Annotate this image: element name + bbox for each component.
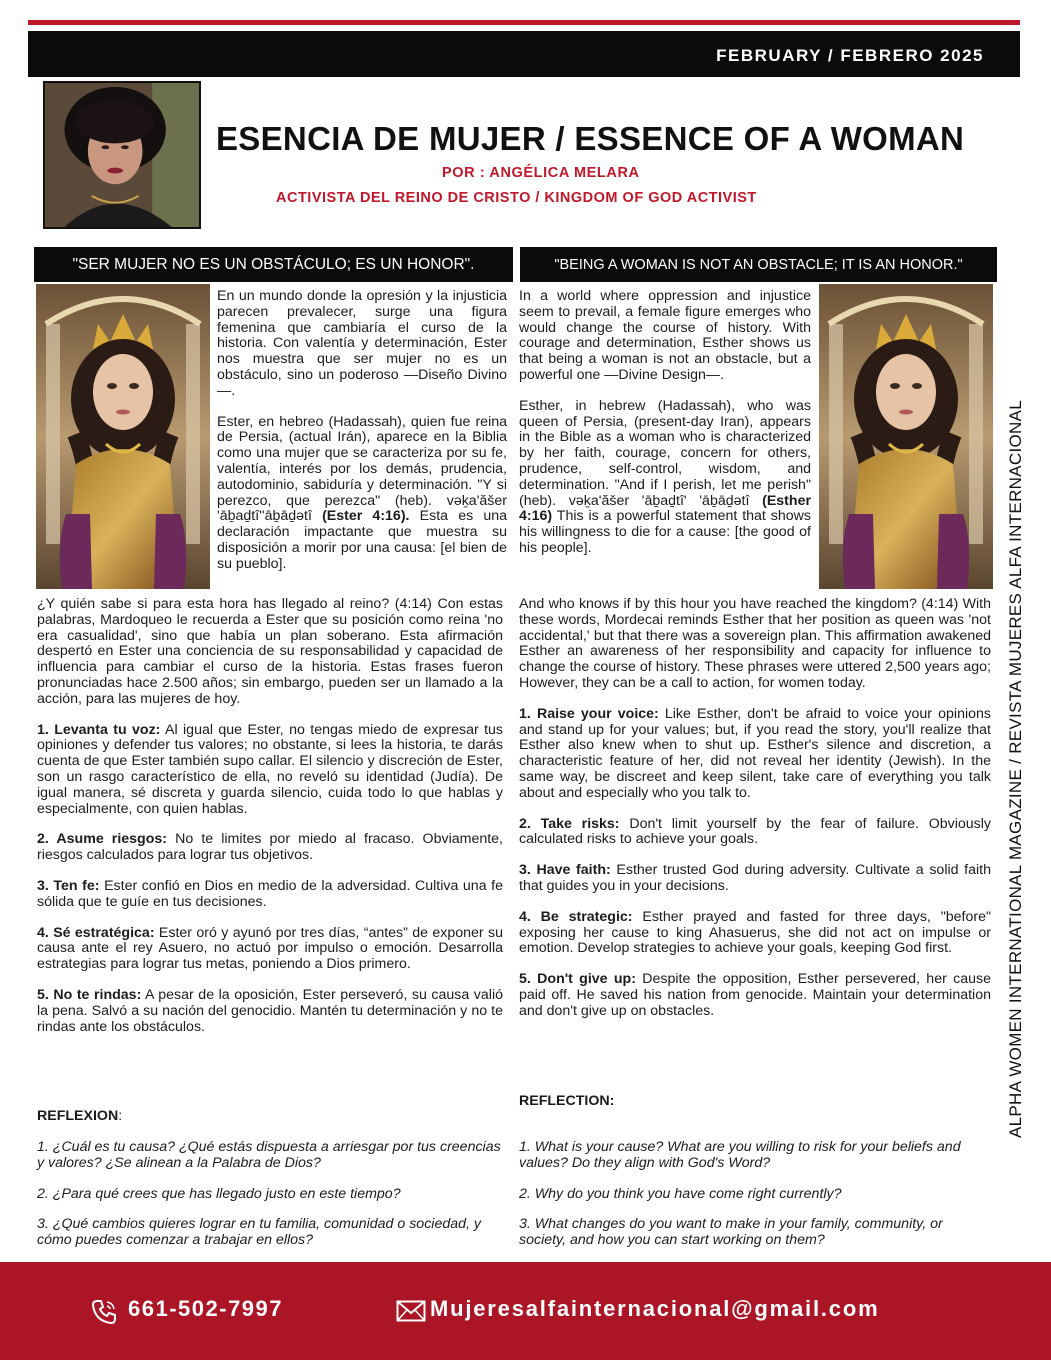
english-point-4	[519, 910, 991, 957]
english-point-4-label: 4. Be strategic:	[519, 908, 633, 925]
spanish-point-4	[37, 926, 503, 973]
queen-esther-illustration-left	[36, 284, 210, 589]
spanish-point-2-text: No te limites por miedo al fracaso. Obviamente, riesgos calculados para lograr tus objetivos.	[37, 831, 503, 864]
english-point-4-text: Esther prayed and fasted for three days, "before" exposing her cause to king Ahasuerus, she did not act on impulse or emotion. Develop strategies to achieve your goals, keeping God first.	[519, 908, 992, 957]
english-point-2-text: Don't limit yourself by the fear of failure. Obviously calculated risks to achieve your goals.	[519, 815, 991, 848]
english-paragraph-3	[519, 597, 991, 692]
english-intro-2-text-end: This is a powerful statement that shows his willingness to die for a cause: [the good of his people].	[519, 508, 811, 556]
envelope-icon	[396, 1300, 426, 1322]
spanish-intro-paragraph-2	[217, 415, 507, 573]
spanish-body	[37, 597, 503, 1050]
spanish-point-3-label: 3. Ten fe:	[37, 877, 100, 894]
spanish-point-3	[37, 879, 503, 911]
english-point-3-text: Esther trusted God during adversity. Cultivate a solid faith that guides you in your decisions.	[519, 862, 991, 894]
english-body	[519, 597, 991, 1035]
author-photo	[43, 81, 201, 229]
author-byline: POR : ANGÉLICA MELARA	[442, 165, 640, 181]
phone-icon	[90, 1298, 118, 1326]
english-point-1	[519, 707, 991, 802]
spanish-point-5-label: 5. No te rindas:	[37, 986, 142, 1003]
spanish-point-2-label: 2. Asume riesgos:	[37, 831, 167, 848]
article-title: ESENCIA DE MUJER / ESSENCE OF A WOMAN	[216, 120, 965, 157]
spanish-reflection-question-2: 2. ¿Para qué crees que has llegado justo en este tiempo?	[37, 1185, 401, 1202]
spanish-point-4-label: 4. Sé estratégica:	[37, 924, 155, 941]
spanish-paragraph-3-text: Con estas palabras, Mardoqueo le recuerda a Ester que su posición como reina 'no era casualidad', sino que había un plan soberano. Esta afirmación despertó en Ester una conciencia de su responsabilidad y capacidad de influencia para cambiar el curso de la historia. Estas frases fueron pronunciadas hace 2.500 años; sin embargo, pueden ser un llamado a la acción, para las mujeres de hoy.	[37, 596, 503, 707]
english-point-1-label: 1. Raise your voice:	[519, 705, 659, 722]
english-reflection-question-1: 1. What is your cause? What are you willing to risk for your beliefs and values? Do they align with God's Word?	[519, 1139, 961, 1171]
header-bar	[28, 31, 1020, 77]
footer-email[interactable]: Mujeresalfainternacional@gmail.com	[430, 1296, 880, 1321]
english-point-5	[519, 972, 991, 1019]
english-point-5-label: 5. Don't give up:	[519, 971, 636, 988]
spanish-intro-2-text-end: Esta es una declaración impactante que muestra su disposición a morir por una causa: [el bien de su pueblo].	[217, 508, 507, 572]
spanish-reflection-heading-text: REFLEXION	[37, 1108, 119, 1124]
english-intro	[519, 289, 811, 572]
english-intro-2-text: Esther, in hebrew (Hadassah), who was queen of Persia, (present-day Iran), appears in the Bible as a woman who is characterized by her faith, courage, concern for others, prudence, self-control, wisdom, and determination. "And if I perish, let me perish" (heb). vəḵa'ăšer 'āḇaḏtî' 'āḇāḏətî	[519, 397, 811, 509]
issue-date: FEBRUARY / FEBRERO 2025	[716, 46, 984, 65]
quote-banner-en: "BEING A WOMAN IS NOT AN OBSTACLE; IT IS AN HONOR."	[520, 247, 997, 282]
magazine-side-title: ALPHA WOMEN INTERNATIONAL MAGAZINE / REVISTA MUJERES ALFA INTERNACIONAL	[1006, 400, 1025, 1138]
footer-bar	[0, 1262, 1051, 1360]
spanish-paragraph-3	[37, 597, 503, 708]
spanish-point-5	[37, 988, 503, 1035]
queen-esther-illustration-right	[819, 284, 993, 589]
spanish-scripture-ref: (Ester 4:16).	[322, 508, 410, 525]
spanish-intro-paragraph-1: En un mundo donde la opresión y la injusticia parecen prevalecer, surge una figura femenina que cambiaría el curso de la historia. Con valentía y determinación, Ester nos muestra que ser mujer no es un obstáculo, sino un poderoso —Diseño Divino—.	[217, 288, 507, 399]
english-point-1-text: Like Esther, don't be afraid to voice your opinions and stand up for your values; but, if you read the story, you'll realize that Esther also knew when to shut up. Esther's silence and discretion, a characteristic feature of her, did not reveal her identity (Jewish). In the same way, be discreet and keep silent, take care of everything you talk about and especially who you talk to.	[519, 705, 991, 801]
english-scripture-ref: (Esther 4:16)	[519, 492, 811, 525]
english-reflection-questions	[519, 1140, 991, 1264]
spanish-intro	[217, 289, 507, 588]
english-point-2-label: 2. Take risks:	[519, 815, 620, 832]
english-paragraph-3-text: With these words, Mordecai reminds Esther that her position as queen was 'not accidental,' but that there was a sovereign plan. This affirmation awakened Esther an awareness of her responsibility and capacity for influence to change the course of history. These phrases were uttered 2,500 years ago; However, they can be a call to action, for women today.	[519, 596, 991, 691]
english-intro-paragraph-2	[519, 399, 811, 557]
english-point-3-label: 3. Have faith:	[519, 862, 611, 879]
english-question: And who knows if by this hour you have reached the kingdom? (4:14)	[519, 596, 959, 612]
spanish-reflection-heading	[37, 1108, 122, 1124]
spanish-point-1-label: 1. Levanta tu voz:	[37, 721, 161, 738]
footer-phone[interactable]: 661-502-7997	[128, 1296, 284, 1321]
spanish-point-2	[37, 832, 503, 864]
english-point-5-text: Despite the opposition, Esther persevered, her cause paid off. He saved his nation from genocide. Maintain your determination and don't give up on obstacles.	[519, 971, 991, 1019]
spanish-point-3-text: Ester confió en Dios en medio de la adversidad. Cultiva una fe sólida que te guíe en tus decisiones.	[37, 877, 503, 910]
spanish-point-1	[37, 723, 503, 818]
spanish-reflection-question-1: 1. ¿Cuál es tu causa? ¿Qué estás dispuesta a arriesgar por tus creencias y valores? ¿Se alinean a la Palabra de Dios?	[37, 1139, 501, 1171]
english-intro-paragraph-1: In a world where oppression and injustice seem to prevail, a female figure emerges who would change the course of history. With courage and determination, Esther shows us that being a woman is not an obstacle, but a powerful one —Divine Design—.	[519, 288, 811, 383]
spanish-point-1-text: Al igual que Ester, no tengas miedo de expresar tus opiniones y defender tus valores; no obstante, si lees la historia, te darás cuenta de que Ester también supo callar. El silencio y discreción de Ester, son un rasgo característico de ella, no reveló su identidad (Judía). De igual manera, sé discreta y guarda silencio, cuida todo lo que hablas y especialmente, con quien hablas.	[37, 721, 504, 817]
top-red-rule	[28, 20, 1020, 25]
spanish-question: ¿Y quién sabe si para esta hora has llegado al reino? (4:14)	[37, 596, 432, 612]
quote-banner-es: "SER MUJER NO ES UN OBSTÁCULO; ES UN HONOR".	[34, 247, 513, 282]
english-point-2	[519, 817, 991, 849]
author-role: ACTIVISTA DEL REINO DE CRISTO / KINGDOM OF GOD ACTIVIST	[276, 190, 757, 206]
english-reflection-heading: REFLECTION:	[519, 1093, 615, 1109]
spanish-point-4-text: Ester oró y ayunó por tres días, “antes” de exponer su causa ante el rey Asuero, no actuó por impulso o emoción. Desarrolla estrategias para lograr tus metas, poniendo a Dios primero.	[37, 924, 503, 973]
spanish-intro-2-text: Ester, en hebreo (Hadassah), quien fue reina de Persia, (actual Irán), aparece en la Biblia como una mujer que se caracteriza por su fe, valentía, interés por los demás, prudencia, autodominio, sabiduría y determinación. "Y si perezco, que perezca" (heb). vəḵa'ăšer 'āḇaḏtî''āḇāḏətî	[217, 413, 507, 525]
spanish-point-5-text: A pesar de la oposición, Ester perseveró, su causa valió la pena. Salvó a su nación del genocidio. Mantén tu determinación y no te rindas ante los obstáculos.	[37, 986, 503, 1035]
spanish-reflection-colon: :	[118, 1108, 123, 1124]
english-point-3	[519, 863, 991, 895]
english-reflection-question-2: 2. Why do you think you have come right currently?	[519, 1185, 842, 1202]
english-reflection-question-3: 3. What changes do you want to make in your family, community, or society, and how you can start working on them?	[519, 1216, 943, 1249]
spanish-reflection-questions	[37, 1140, 507, 1264]
spanish-reflection-question-3: 3. ¿Qué cambios quieres lograr en tu familia, comunidad o sociedad, y cómo puedes comenzar a trabajar en ellos?	[37, 1216, 481, 1249]
